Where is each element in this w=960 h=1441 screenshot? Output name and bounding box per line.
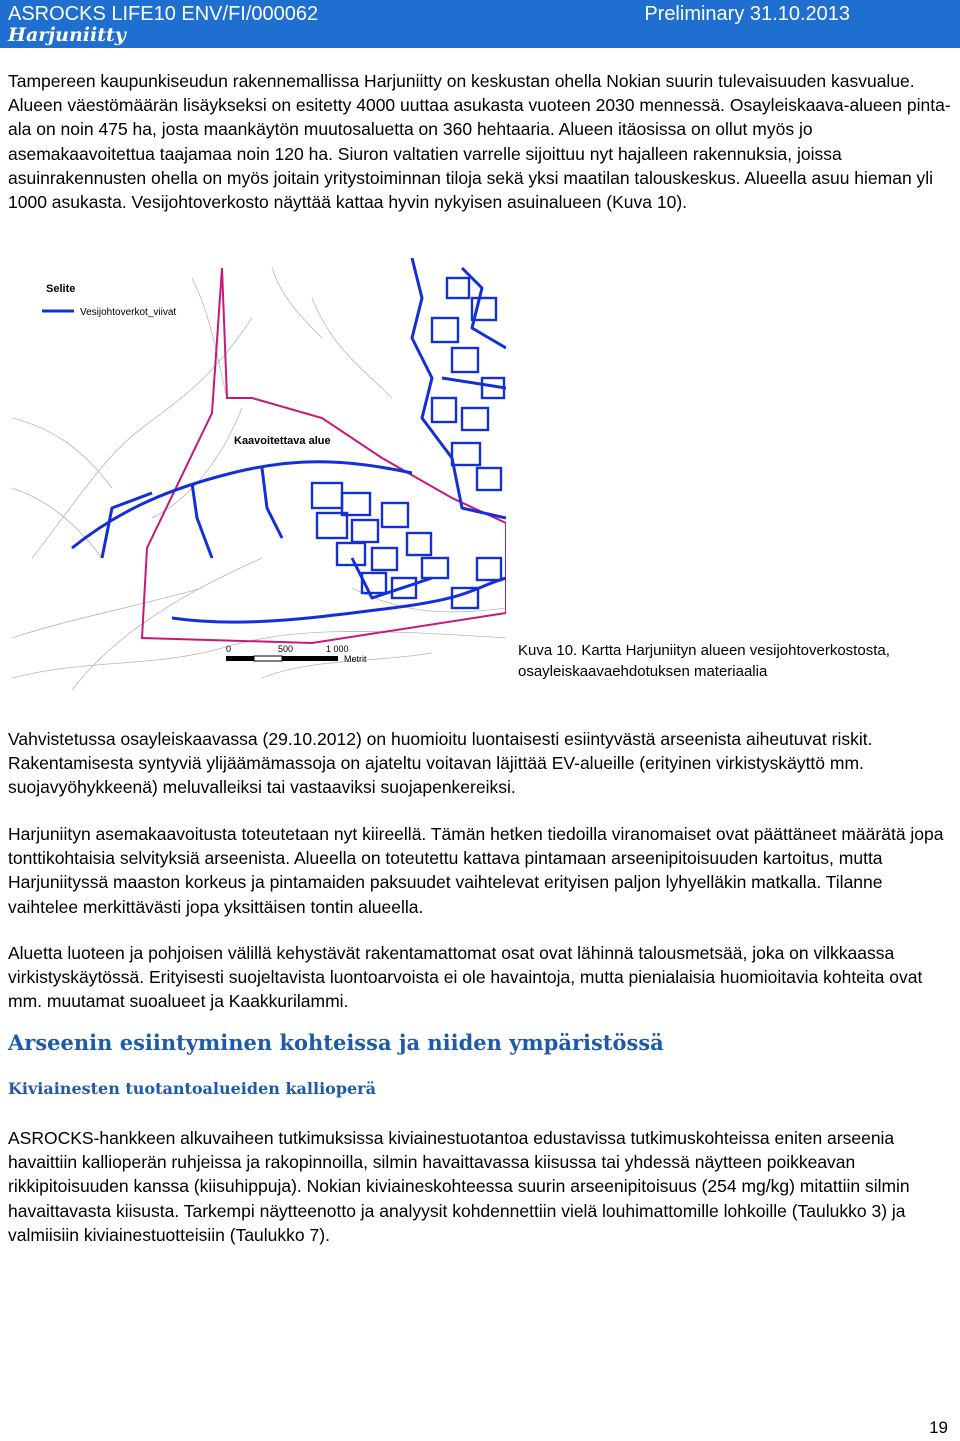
header-status: Preliminary 31.10.2013	[644, 3, 850, 25]
page-number: 19	[929, 1418, 948, 1437]
section-heading: Arseenin esiintyminen kohteissa ja niiden ympäristössä	[8, 1030, 664, 1055]
planning-area-label: Kaavoitettava alue	[234, 435, 331, 447]
final-paragraph: ASROCKS-hankkeen alkuvaiheen tutkimuksissa kiviainestuotantoa edustavissa tutkimuskohteissa eniten arseenia havaittiin kallioperän ruhjeissa ja rakopinnoilla, silmin havaittavassa kiisussa tai yhdessä näytteen poikkeavan rikkipitoisuuden kanssa (kiisuhippuja). Nokian kiviaineskohteessa suurin arseenipitoisuus (254 mg/kg) mitattiin silmin havaittavasta kiisusta. Tarkempi näytteenotto ja analyysit kohdennettiin vielä louhimattomille lohkoille (Taulukko 3) ja valmiisiin kiviainestuotteisiin (Taulukko 7).	[8, 1128, 910, 1245]
scale-label-unit: Metrit	[344, 654, 367, 664]
paragraph-2: Harjuniityn asemakaavoitusta toteutetaan nyt kiireellä. Tämän hetken tiedoilla viranomaiset ovat päättäneet määrätä jopa tonttikohtaisia selvityksiä arseenista. Alueella on toteutettu kattava pintamaan arseenipitoisuuden kartoitus, mutta Harjuniityssä maaston korkeus ja pintamaiden paksuudet vaihtelevat erityisen paljon lyhyelläkin matkalla. Tilanne vaihtelee merkittävästi jopa yksittäisen tontin alueella.	[8, 824, 944, 917]
subsection-heading: Kiviainesten tuotantoalueiden kallioperä	[8, 1079, 376, 1098]
header-section-title: Harjuniitty	[8, 24, 126, 46]
map-graphic	[12, 258, 506, 690]
legend-title: Selite	[46, 283, 76, 295]
scale-bar	[226, 656, 338, 661]
paragraph-1: Vahvistetussa osayleiskaavassa (29.10.2012) on huomioitu luontaisesti esiintyvästä arseenista aiheutuvat riskit. Rakentamisesta syntyviä ylijäämämassoja on ajateltu voitavan läjittää EV-alueille (erityinen virkistyskäyttö mm. suojavyöhykkeenä) meluvalleiksi tai vastaaviksi suojapenkereiksi.	[8, 729, 873, 798]
paragraph-3: Aluetta luoteen ja pohjoisen välillä kehystävät rakentamattomat osat ovat lähinnä talousmetsää, joka on vilkkaassa virkistyskäytössä. Erityisesti suojeltavista luontoarvoista ei ole havaintoja, mutta pienialaisia huomioitavia kohteita ovat mm. muutamat suoalueet ja Kaakkurilammi.	[8, 943, 923, 1012]
intro-paragraph: Tampereen kaupunkiseudun rakennemallissa Harjuniitty on keskustan ohella Nokian suurin tulevaisuuden kasvualue. Alueen väestömäärän lisäykseksi on esitetty 4000 uuttaa asukasta vuoteen 2030 mennessä. Osayleiskaava-alueen pinta-ala on noin 475 ha, josta maankäytön muutosaluetta on 360 hehtaaria. Alueen itäosissa on ollut myös jo asemakaavoitettua taajamaa noin 120 ha. Siuron valtatien varrelle sijoittuu nyt hajalleen rakennuksia, joissa asuinrakennusten ohella on myös joitain yritystoiminnan tiloja sekä yksi maatilan talouskeskus. Alueella asuu hieman yli 1000 asukasta. Vesijohtoverkosto näyttää kattaa hyvin nykyisen asuinalueen (Kuva 10).	[8, 71, 951, 213]
scale-label-500: 500	[278, 644, 294, 654]
scale-label-1000: 1 000	[326, 644, 349, 654]
pipe-grid-blocks	[312, 278, 504, 608]
page-header	[0, 0, 960, 48]
legend-item-label: Vesijohtoverkot_viivat	[80, 307, 177, 318]
water-network-map	[12, 258, 506, 690]
figure-caption: Kuva 10. Kartta Harjuniityn alueen vesijohtoverkostosta, osayleiskaavaehdotuksen materiaalia	[518, 642, 890, 680]
header-project-code: ASROCKS LIFE10 ENV/FI/000062	[8, 3, 319, 25]
legend-box	[30, 270, 188, 332]
scale-label-0: 0	[226, 644, 232, 654]
